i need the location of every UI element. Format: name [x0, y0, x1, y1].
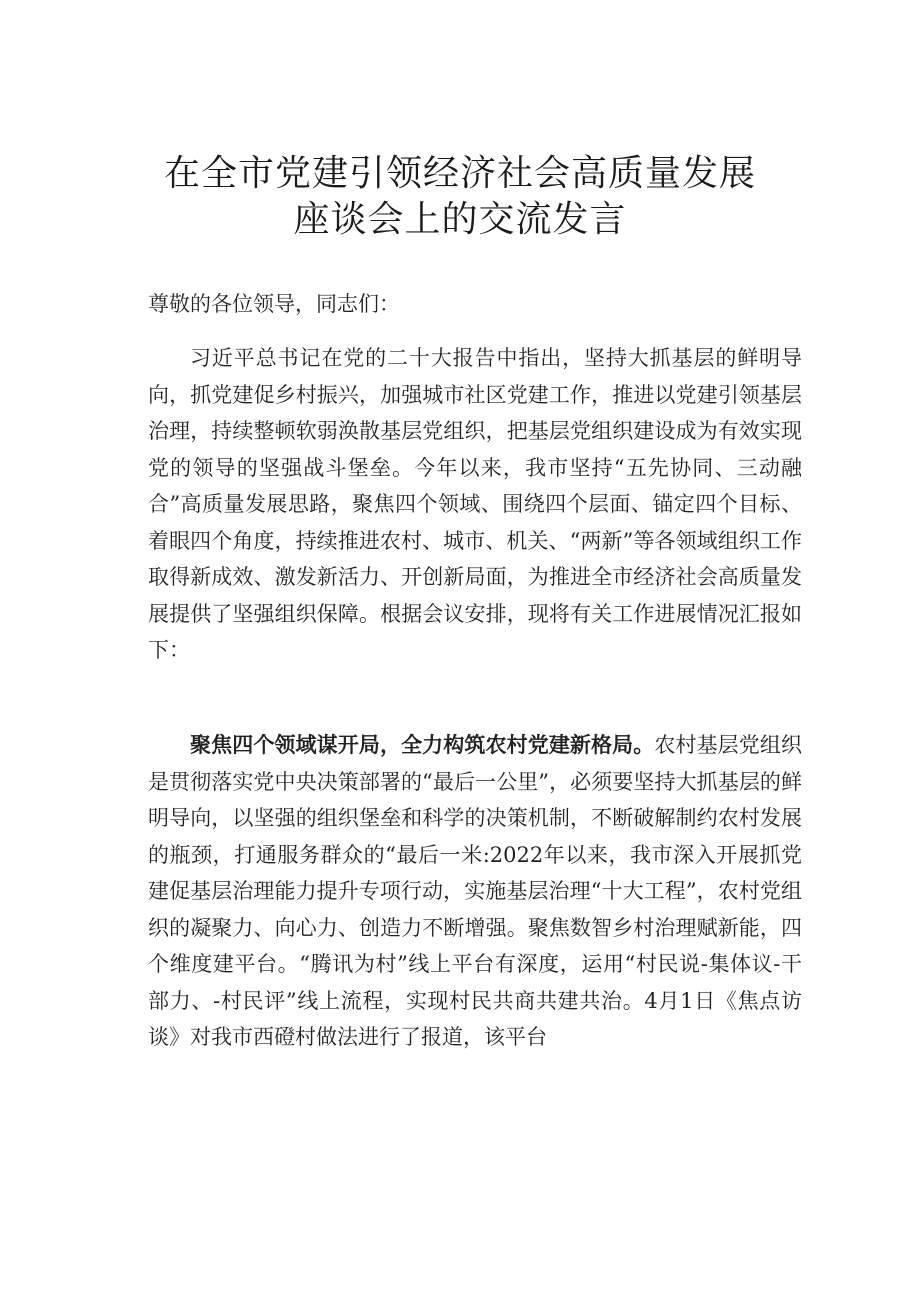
salutation: 尊敬的各位领导，同志们：: [148, 292, 400, 316]
document-title-line-2: 座谈会上的交流发言: [293, 199, 627, 240]
paragraph-2: [148, 727, 802, 1056]
document-title-line-1: 在全市党建引领经济社会高质量发展: [163, 153, 756, 194]
paragraph-2-heading: 聚焦四个领域谋开局，全力构筑农村党建新格局。: [190, 732, 655, 757]
paragraph-1: [148, 340, 802, 669]
paragraph-2-text: 农村基层党组织是贯彻落实党中央决策部署的“最后一公里”，必须要坚持大抓基层的鲜明导向，以坚强的组织堡垒和科学的决策机制，不断破解制约农村发展的瓶颈，打通服务群众的“最后一米:2022年以来，我市深入开展抓党建促基层治理能力提升专项行动，实施基层治理“十大工程”，农村党组织的凝聚力、向心力、创造力不断增强。聚焦数智乡村治理赋新能，四个维度建平台。“腾讯为村”线上平台有深度，运用“村民说-集体议-干部力、-村民评”线上流程，实现村民共商共建共治。4月1日《焦点访谈》对我市西磴村做法进行了报道，该平台: [148, 733, 803, 1049]
paragraph-1-text: 习近平总书记在党的二十大报告中指出，坚持大抓基层的鲜明导向，抓党建促乡村振兴，加强城市社区党建工作，推进以党建引领基层治理，持续整顿软弱涣散基层党组织，把基层党组织建设成为有效实现党的领导的坚强战斗堡垒。今年以来，我市坚持“五先协同、三动融合”高质量发展思路，聚焦四个领域、围绕四个层面、锚定四个目标、着眼四个角度，持续推进农村、城市、机关、“两新”等各领域组织工作取得新成效、激发新活力、开创新局面，为推进全市经济社会高质量发展提供了坚强组织保障。根据会议安排，现将有关工作进展情况汇报如下：: [148, 346, 802, 662]
